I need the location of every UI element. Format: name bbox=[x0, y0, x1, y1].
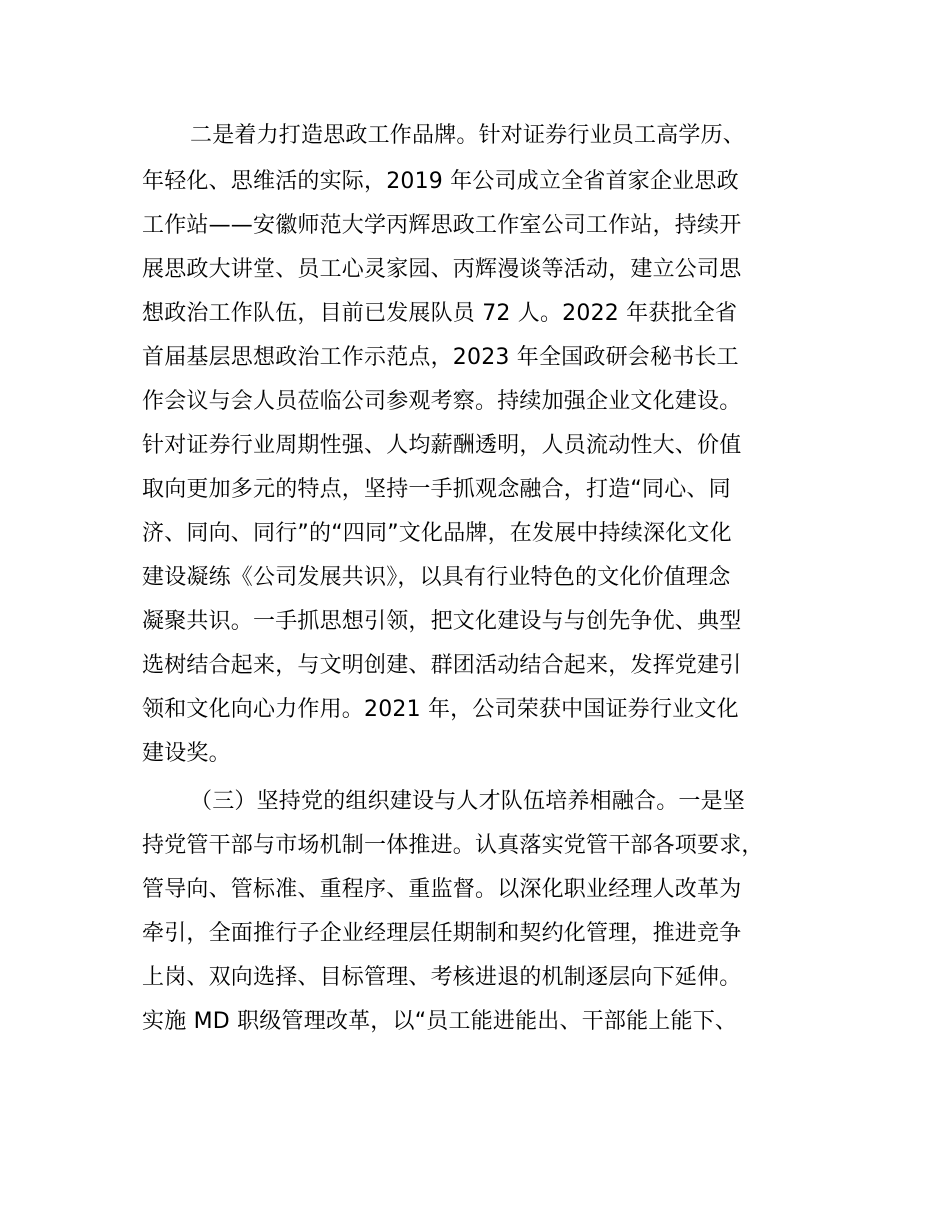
paragraph-1-line-15: 建设奖。 bbox=[142, 741, 231, 766]
paragraph-1-line-6: 首届基层思想政治工作示范点，2023 年全国政研会秘书长工 bbox=[142, 345, 739, 370]
paragraph-2-line-1: （三）坚持党的组织建设与人才队伍培养相融合。一是坚 bbox=[190, 789, 746, 814]
paragraph-1-line-10: 济、同向、同行”的“四同”文化品牌，在发展中持续深化文化 bbox=[142, 521, 732, 546]
paragraph-1-line-7: 作会议与会人员莅临公司参观考察。持续加强企业文化建设。 bbox=[142, 389, 742, 414]
paragraph-1-line-4: 展思政大讲堂、员工心灵家园、丙辉漫谈等活动，建立公司思 bbox=[142, 257, 742, 282]
paragraph-2-line-4: 牵引，全面推行子企业经理层任期制和契约化管理，推进竞争 bbox=[142, 921, 742, 946]
paragraph-1-line-12: 凝聚共识。一手抓思想引领，把文化建设与与创先争优、典型 bbox=[142, 609, 742, 634]
paragraph-1-line-2: 年轻化、思维活的实际，2019 年公司成立全省首家企业思政 bbox=[142, 169, 739, 194]
paragraph-2-line-3: 管导向、管标准、重程序、重监督。以深化职业经理人改革为 bbox=[142, 877, 742, 902]
paragraph-1-line-5: 想政治工作队伍，目前已发展队员 72 人。2022 年获批全省 bbox=[142, 301, 738, 326]
paragraph-2-line-5: 上岗、双向选择、目标管理、考核进退的机制逐层向下延伸。 bbox=[142, 965, 742, 990]
paragraph-2-line-6: 实施 MD 职级管理改革，以“员工能进能出、干部能上能下、 bbox=[142, 1009, 738, 1034]
paragraph-1-line-1: 二是着力打造思政工作品牌。针对证券行业员工高学历、 bbox=[190, 123, 746, 148]
paragraph-2-line-2: 持党管干部与市场机制一体推进。认真落实党管干部各项要求， bbox=[142, 833, 764, 858]
paragraph-1-line-11: 建设凝练《公司发展共识》，以具有行业特色的文化价值理念 bbox=[142, 565, 731, 590]
paragraph-1-line-14: 领和文化向心力作用。2021 年，公司荣获中国证券行业文化 bbox=[142, 697, 739, 722]
paragraph-1-line-3: 工作站——安徽师范大学丙辉思政工作室公司工作站，持续开 bbox=[142, 213, 742, 238]
paragraph-1-line-8: 针对证券行业周期性强、人均薪酬透明，人员流动性大、价值 bbox=[142, 433, 742, 458]
paragraph-1-line-13: 选树结合起来，与文明创建、群团活动结合起来，发挥党建引 bbox=[142, 653, 742, 678]
paragraph-1-line-9: 取向更加多元的特点，坚持一手抓观念融合，打造“同心、同 bbox=[142, 477, 731, 502]
